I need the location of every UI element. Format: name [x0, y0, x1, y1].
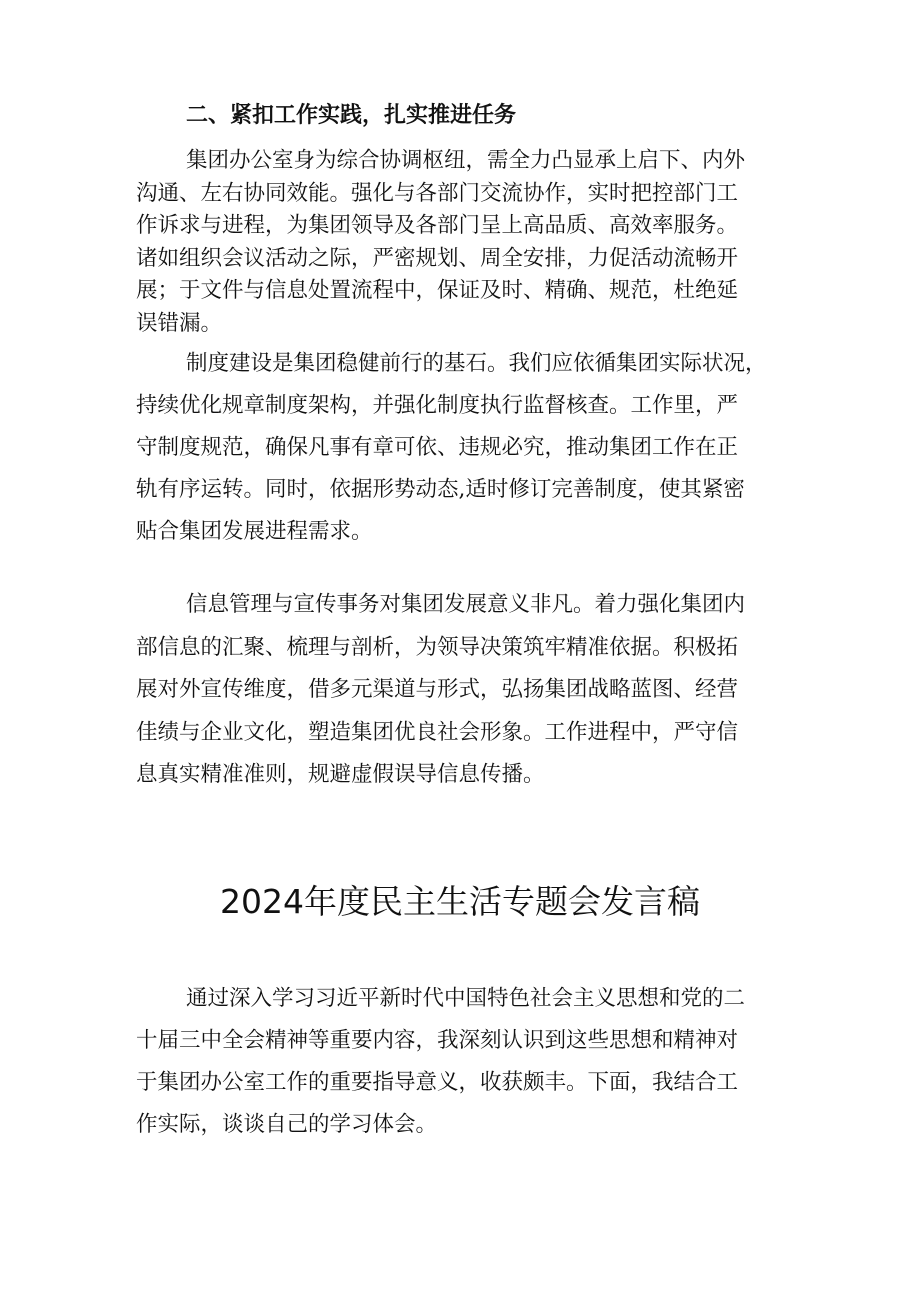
paragraph-line: 作诉求与进程，为集团领导及各部门呈上高品质、高效率服务。: [136, 213, 739, 238]
paragraph-line: 贴合集团发展进程需求。: [136, 519, 373, 544]
paragraph-line: 沟通、左右协同效能。强化与各部门交流协作，实时把控部门工: [136, 180, 739, 206]
paragraph-information-management: [136, 584, 800, 797]
paragraph-line: 诸如组织会议活动之际，严密规划、周全安排，力促活动流畅开: [136, 245, 739, 271]
paragraph-system-building: [136, 343, 800, 553]
paragraph-line: 集团办公室身为综合协调枢纽，需全力凸显承上启下、内外: [186, 148, 746, 173]
paragraph-line: 信息管理与宣传事务对集团发展意义非凡。着力强化集团内: [186, 592, 746, 617]
paragraph-line: 展对外宣传维度，借多元渠道与形式，弘扬集团战略蓝图、经营: [136, 677, 739, 702]
paragraph-line: 误错漏。: [136, 310, 223, 336]
paragraph-intro: [136, 978, 800, 1146]
paragraph-line: 佳绩与企业文化，塑造集团优良社会形象。工作进程中，严守信: [136, 719, 739, 745]
paragraph-line: 于集团办公室工作的重要指导意义，收获颇丰。下面，我结合工: [136, 1070, 739, 1095]
paragraph-line: 持续优化规章制度架构，并强化制度执行监督核查。工作里，严: [136, 393, 739, 418]
paragraph-line: 部信息的汇聚、梳理与剖析，为领导决策筑牢精准依据。积极拓: [136, 634, 739, 660]
paragraph-line: 展；于文件与信息处置流程中，保证及时、精确、规范，杜绝延: [136, 278, 739, 303]
paragraph-coordination: [136, 145, 800, 340]
paragraph-line: 轨有序运转。同时，依据形势动态,适时修订完善制度，使其紧密: [136, 477, 745, 502]
paragraph-line: 制度建设是集团稳健前行的基石。我们应依循集团实际状况，: [186, 351, 767, 376]
paragraph-line: 通过深入学习习近平新时代中国特色社会主义思想和党的二: [186, 986, 746, 1011]
paragraph-line: 十届三中全会精神等重要内容，我深刻认识到这些思想和精神对: [136, 1028, 739, 1053]
paragraph-line: 守制度规范，确保凡事有章可依、违规必究，推动集团工作在正: [136, 435, 739, 460]
paragraph-line: 作实际，谈谈自己的学习体会。: [136, 1112, 438, 1137]
section-heading: 二、紧扣工作实践，扎实推进任务: [186, 103, 517, 128]
document-title: 2024年度民主生活专题会发言稿: [220, 882, 700, 921]
paragraph-line: 息真实精准准则，规避虚假误导信息传播。: [136, 762, 545, 787]
